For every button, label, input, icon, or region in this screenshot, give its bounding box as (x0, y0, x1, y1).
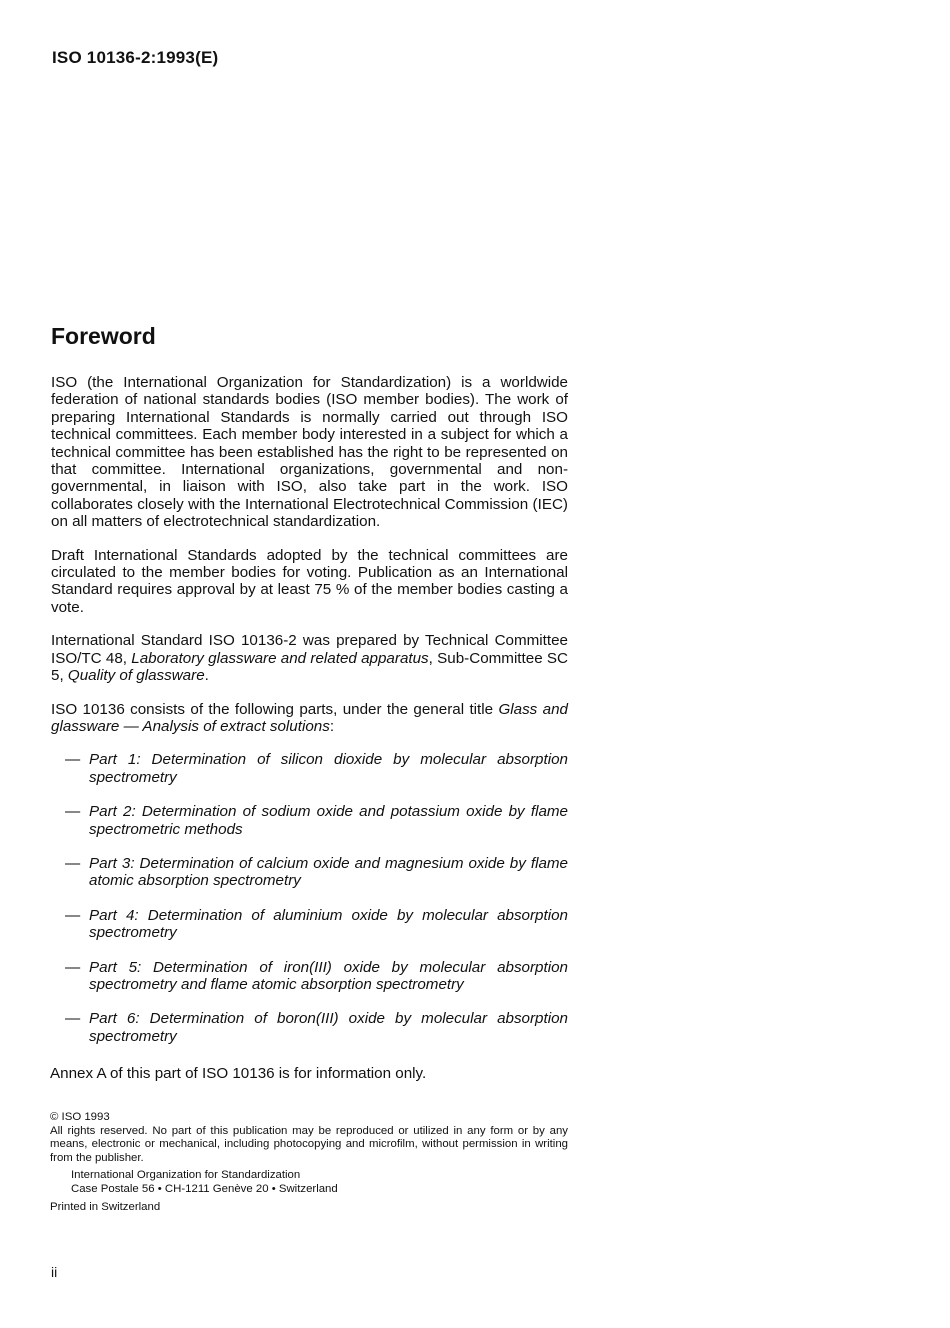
parts-intro-text: ISO 10136 consists of the following parts, under the general title (51, 700, 499, 718)
list-dash: — (65, 1010, 81, 1028)
list-dash: — (65, 751, 81, 769)
postal-address: Case Postale 56 • CH-1211 Genève 20 • Switzerland (71, 1182, 338, 1195)
list-dash: — (65, 854, 81, 872)
page-number: ii (51, 1264, 58, 1280)
prepared-by-text: International Standard ISO 10136-2 was prepared by Technical Committee ISO/TC 48, (51, 632, 568, 667)
list-item (51, 907, 568, 942)
list-item (51, 959, 568, 994)
list-item (51, 855, 568, 890)
part-title: Part 3: Determination of calcium oxide and magnesium oxide by flame atomic absorption spectrometry (89, 854, 568, 890)
part-title: Part 4: Determination of aluminium oxide by molecular absorption spectrometry (89, 906, 568, 942)
part-title: Part 2: Determination of sodium oxide and potassium oxide by flame spectrometric methods (89, 803, 568, 838)
paragraph-prepared-by (51, 632, 568, 684)
publisher-address (71, 1169, 568, 1196)
list-dash: — (65, 958, 81, 976)
copyright-line: © ISO 1993 (50, 1111, 110, 1123)
document-id-header: ISO 10136-2:1993(E) (52, 48, 219, 67)
subcommittee-title: Quality of glassware (67, 667, 205, 685)
organization-name: International Organization for Standardization (71, 1169, 301, 1182)
paragraph-parts-intro (51, 701, 568, 736)
list-item (51, 1010, 568, 1045)
foreword-title: Foreword (51, 323, 156, 349)
colon: : (329, 717, 335, 735)
printed-in: Printed in Switzerland (50, 1200, 161, 1213)
part-title: Part 1: Determination of silicon dioxide by molecular absorption spectrometry (89, 751, 568, 786)
parts-list (51, 751, 568, 1045)
part-title: Part 5: Determination of iron(III) oxide by molecular absorption spectrometry and flame atomic absorption spectrometry (89, 958, 568, 993)
subcommittee-text: , Sub-Committee SC 5, (51, 649, 569, 685)
period: . (204, 667, 209, 685)
list-item (51, 803, 568, 838)
general-title: Glass and glassware — Analysis of extract solutions (51, 700, 568, 735)
rights-statement: All rights reserved. No part of this publication may be reproduced or utilized in any form or by any means, electronic or mechanical, including photocopying and microfilm, without permission in writing from the publisher. (50, 1124, 568, 1164)
part-title: Part 6: Determination of boron(III) oxide by molecular absorption spectrometry (89, 1010, 568, 1045)
foreword-body (51, 374, 568, 1059)
paragraph-draft-standards: Draft International Standards adopted by the technical committees are circulated to the member bodies for voting. Publication as an International Standard requires approval by at least 75 % of the member bodies casting a vote. (51, 546, 568, 616)
list-dash: — (65, 803, 81, 821)
list-dash: — (65, 906, 81, 924)
copyright-block (50, 1111, 568, 1214)
paragraph-iso-intro: ISO (the International Organization for Standardization) is a worldwide federation of national standards bodies (ISO member bodies). The work of preparing International Standards is normally carried out through ISO technical committees. Each member body interested in a subject for which a technical committee has been established has the right to be represented on that committee. International organizations, governmental and non-governmental, in liaison with ISO, also take part in the work. ISO collaborates closely with the International Electrotechnical Commission (IEC) on all matters of electrotechnical standardization. (51, 374, 568, 531)
list-item (51, 751, 568, 786)
annex-note: Annex A of this part of ISO 10136 is for information only. (50, 1065, 427, 1082)
committee-title: Laboratory glassware and related apparatus (131, 649, 429, 667)
